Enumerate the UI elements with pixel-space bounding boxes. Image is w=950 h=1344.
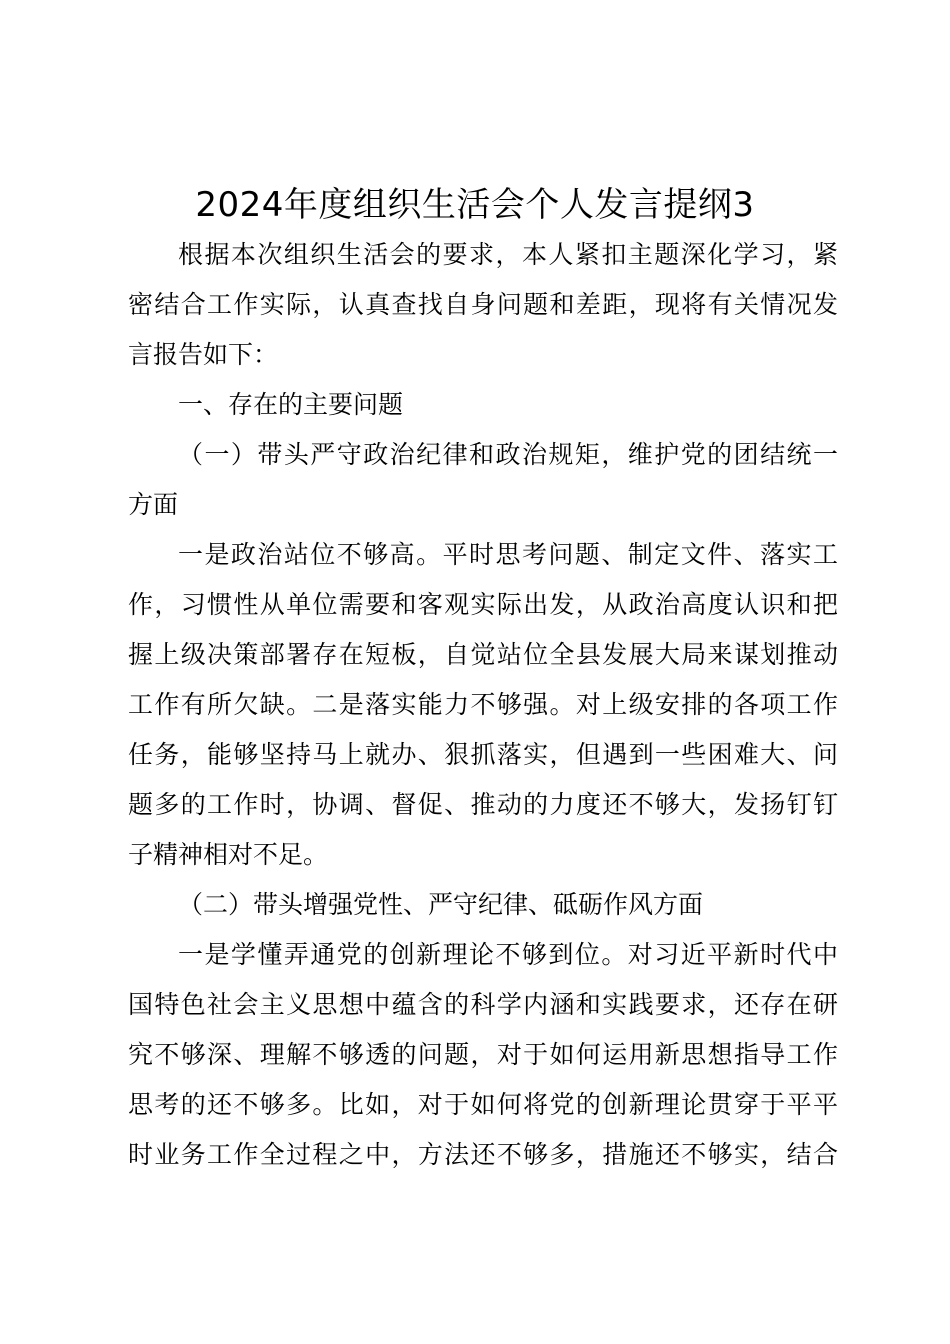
paragraph-line: 密结合工作实际，认真查找自身问题和差距，现将有关情况发 [128,290,838,319]
subsection-heading: （二）带头增强党性、严守纪律、砥砺作风方面 [178,890,704,919]
paragraph-line: 握上级决策部署存在短板，自觉站位全县发展大局来谋划推动 [128,640,838,669]
paragraph-line: 工作有所欠缺。二是落实能力不够强。对上级安排的各项工作 [128,690,838,719]
paragraph-line: 国特色社会主义思想中蕴含的科学内涵和实践要求，还存在研 [128,990,838,1019]
paragraph-line: 任务，能够坚持马上就办、狠抓落实，但遇到一些困难大、问 [128,740,838,769]
paragraph-line: 时业务工作全过程之中，方法还不够多，措施还不够实，结合 [128,1140,838,1169]
paragraph-line: 一是学懂弄通党的创新理论不够到位。对习近平新时代中 [178,940,838,969]
subsection-heading: 方面 [128,490,179,519]
paragraph-line: 题多的工作时，协调、督促、推动的力度还不够大，发扬钉钉 [128,790,838,819]
paragraph-line: 究不够深、理解不够透的问题，对于如何运用新思想指导工作 [128,1040,838,1069]
document-title: 2024年度组织生活会个人发言提纲3 [195,185,755,225]
paragraph-line: 言报告如下： [128,340,279,369]
paragraph-line: 子精神相对不足。 [128,840,329,869]
paragraph-line: 根据本次组织生活会的要求，本人紧扣主题深化学习，紧 [178,240,838,269]
paragraph-line: 一是政治站位不够高。平时思考问题、制定文件、落实工 [178,540,838,569]
paragraph-line: 思考的还不够多。比如，对于如何将党的创新理论贯穿于平平 [128,1090,838,1119]
section-heading: 一、存在的主要问题 [178,390,404,419]
subsection-heading: （一）带头严守政治纪律和政治规矩，维护党的团结统一 [178,440,838,469]
paragraph-line: 作，习惯性从单位需要和客观实际出发，从政治高度认识和把 [128,590,838,619]
